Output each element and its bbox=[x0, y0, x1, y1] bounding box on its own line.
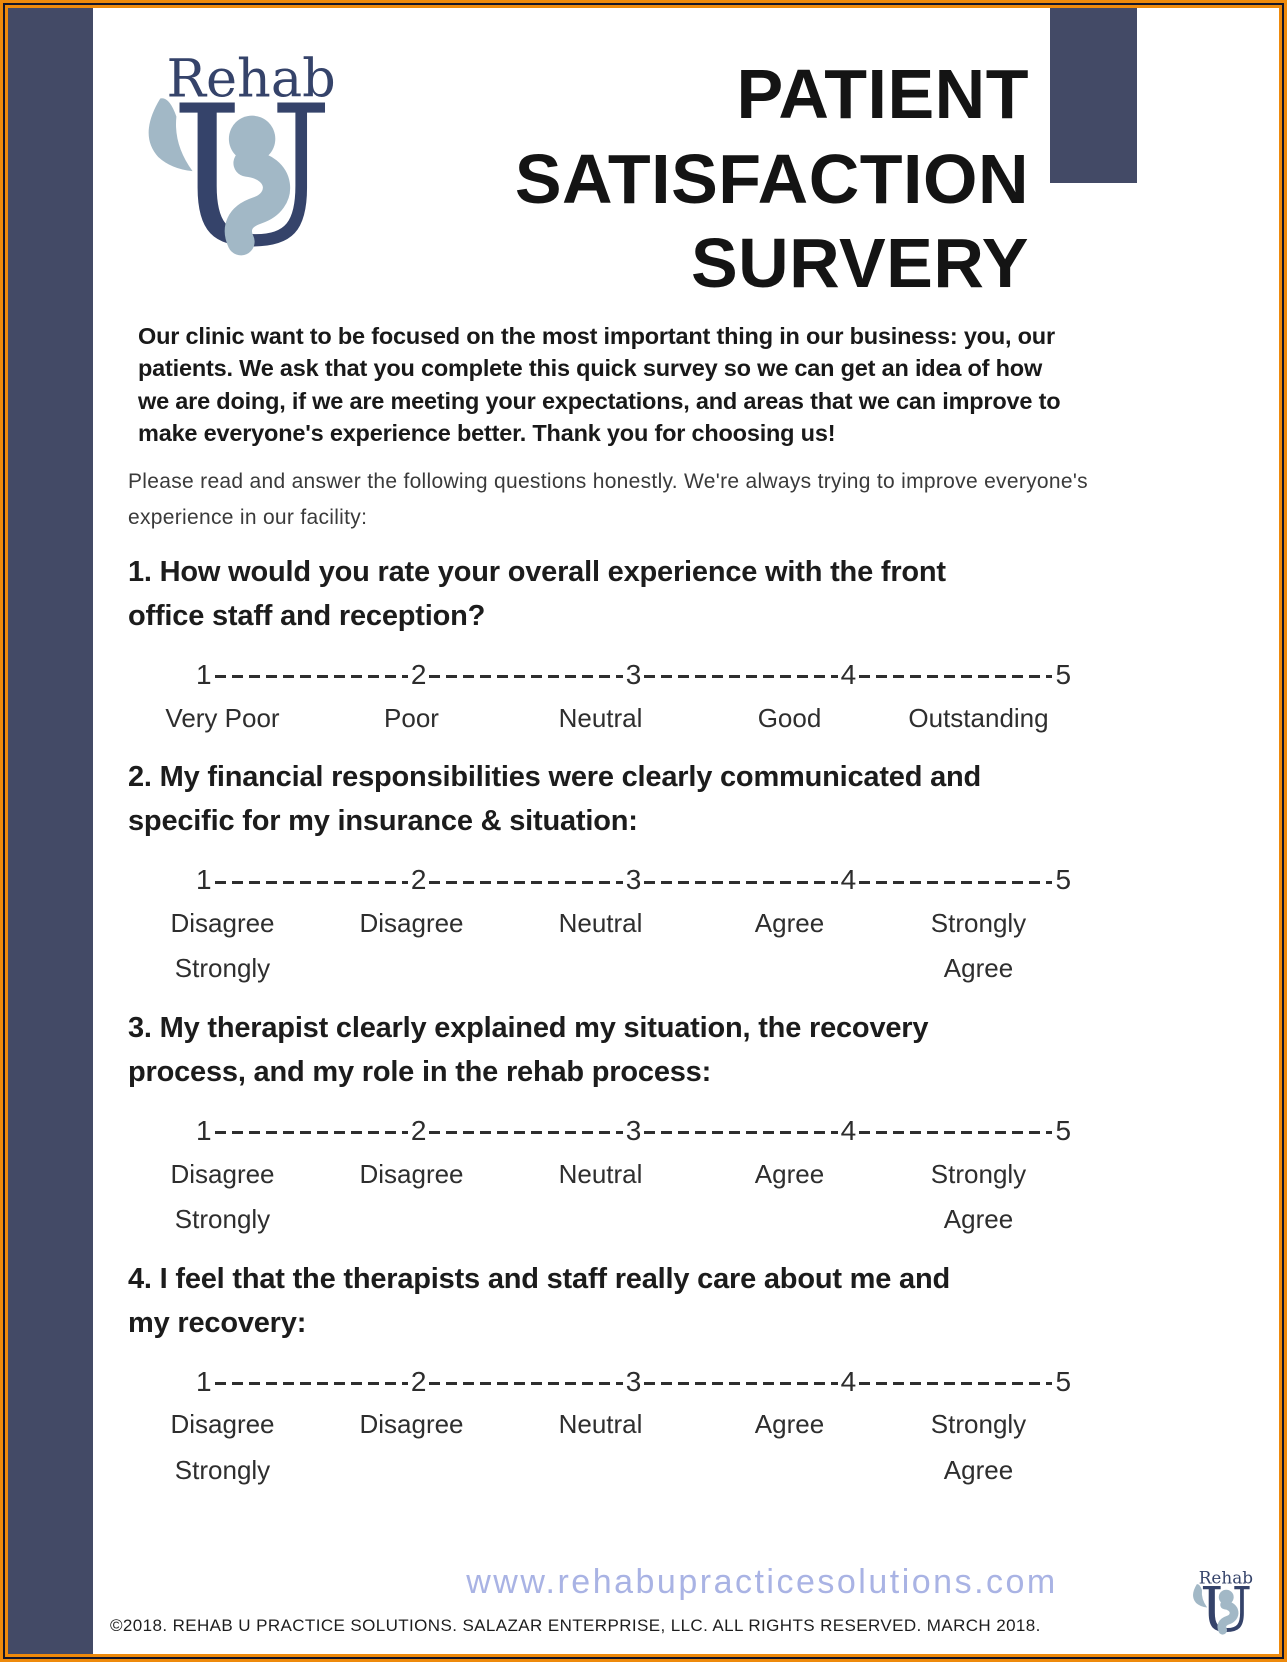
rating-label-line: Disagree bbox=[359, 1409, 464, 1440]
scale-number: 1 bbox=[196, 1115, 212, 1147]
scale-number: 2 bbox=[410, 659, 427, 691]
instructions-paragraph bbox=[128, 464, 1129, 536]
left-accent-bar bbox=[8, 8, 93, 1654]
question-block bbox=[128, 550, 1129, 741]
rating-label-line: Strongly bbox=[930, 1158, 1027, 1189]
rating-label-line: Strongly bbox=[174, 953, 271, 984]
rating-scale bbox=[196, 863, 1071, 897]
scale-dashes bbox=[859, 881, 1052, 884]
rating-label-line: Strongly bbox=[930, 1409, 1027, 1440]
scale-number: 2 bbox=[410, 1115, 427, 1147]
scale-dashes bbox=[429, 1382, 622, 1385]
question-block bbox=[128, 1006, 1129, 1243]
question-heading-line: 3. My therapist clearly explained my situation, the recovery bbox=[128, 1011, 929, 1044]
rating-label-line: Disagree bbox=[170, 907, 275, 938]
rating-label-line: Poor bbox=[384, 702, 439, 733]
rating-label bbox=[128, 901, 317, 992]
scale-number: 1 bbox=[196, 659, 212, 691]
scale-dashes bbox=[644, 1382, 837, 1385]
scale-dashes bbox=[429, 675, 622, 678]
scale-number: 2 bbox=[410, 1365, 427, 1397]
scale-number: 3 bbox=[625, 1365, 642, 1397]
rating-label bbox=[128, 1152, 317, 1243]
rehab-u-logo bbox=[136, 46, 348, 268]
rating-label-line: Agree bbox=[943, 1204, 1014, 1235]
page-title-line: SURVERY bbox=[690, 224, 1029, 303]
question-block bbox=[128, 755, 1129, 992]
page-title-line: PATIENT bbox=[736, 55, 1029, 133]
question-heading-line: 1. How would you rate your overall experience with the front bbox=[128, 555, 946, 588]
page-border-inner bbox=[5, 5, 1282, 1657]
rating-label bbox=[317, 696, 506, 742]
question-heading-line: office staff and reception? bbox=[128, 600, 486, 633]
rating-labels bbox=[128, 1402, 1073, 1493]
scale-dashes bbox=[859, 675, 1052, 678]
header bbox=[128, 46, 1129, 306]
intro-paragraph bbox=[138, 320, 1129, 450]
rating-label-line: Agree bbox=[943, 1454, 1014, 1485]
footer-rehab-u-logo bbox=[1189, 1560, 1257, 1646]
rating-label-line: Neutral bbox=[558, 1409, 643, 1440]
rating-label bbox=[695, 696, 884, 742]
rating-label-line: Outstanding bbox=[908, 702, 1049, 733]
rating-label bbox=[506, 696, 695, 742]
scale-number: 5 bbox=[1055, 1115, 1072, 1147]
intro-paragraph-line: Our clinic want to be focused on the most important thing in our business: you, our bbox=[138, 323, 1055, 350]
scale-dashes bbox=[644, 675, 837, 678]
question-heading-line: process, and my role in the rehab process: bbox=[128, 1056, 712, 1089]
rating-labels bbox=[128, 901, 1073, 992]
scale-dashes bbox=[644, 1131, 837, 1134]
survey-page bbox=[8, 8, 1279, 1654]
scale-dashes bbox=[215, 675, 408, 678]
rating-label bbox=[884, 901, 1073, 992]
scale-number: 5 bbox=[1055, 1365, 1072, 1397]
rating-label bbox=[317, 901, 506, 992]
question-heading bbox=[128, 1257, 1129, 1345]
rating-label-line: Disagree bbox=[359, 1158, 464, 1189]
rating-scale bbox=[196, 1114, 1071, 1148]
scale-dashes bbox=[859, 1382, 1052, 1385]
rating-label bbox=[128, 1402, 317, 1493]
scale-dashes bbox=[429, 1131, 622, 1134]
question-heading-line: 2. My financial responsibilities were clearly communicated and bbox=[128, 761, 982, 794]
scale-number: 3 bbox=[625, 864, 642, 896]
rating-label-line: Neutral bbox=[558, 702, 643, 733]
questions bbox=[128, 550, 1129, 1494]
rating-label bbox=[506, 1402, 695, 1493]
rating-scale bbox=[196, 658, 1071, 692]
scale-number: 5 bbox=[1055, 659, 1072, 691]
scale-number: 3 bbox=[625, 659, 642, 691]
scale-number: 4 bbox=[840, 1365, 857, 1397]
rating-label-line: Strongly bbox=[930, 907, 1027, 938]
rating-label bbox=[317, 1402, 506, 1493]
intro-paragraph-line: patients. We ask that you complete this quick survey so we can get an idea of how bbox=[138, 355, 1043, 382]
page-title bbox=[348, 52, 1129, 306]
scale-number: 1 bbox=[196, 1365, 212, 1397]
rating-label bbox=[506, 1152, 695, 1243]
rating-label-line: Agree bbox=[754, 907, 825, 938]
scale-number: 1 bbox=[196, 864, 212, 896]
rating-label bbox=[695, 1152, 884, 1243]
scale-dashes bbox=[215, 881, 408, 884]
scale-number: 3 bbox=[625, 1115, 642, 1147]
question-heading-line: 4. I feel that the therapists and staff really care about me and bbox=[128, 1262, 950, 1295]
scale-number: 5 bbox=[1055, 864, 1072, 896]
instructions-paragraph-line: experience in our facility: bbox=[128, 505, 368, 529]
rating-label bbox=[884, 696, 1073, 742]
rating-label-line: Good bbox=[757, 702, 822, 733]
question-heading-line: specific for my insurance & situation: bbox=[128, 805, 638, 838]
scale-number: 4 bbox=[840, 659, 857, 691]
rating-label bbox=[128, 696, 317, 742]
rating-label-line: Agree bbox=[754, 1409, 825, 1440]
rating-label bbox=[884, 1402, 1073, 1493]
rating-scale bbox=[196, 1365, 1071, 1399]
rating-label-line: Disagree bbox=[170, 1409, 275, 1440]
question-heading bbox=[128, 550, 1129, 638]
rating-label-line: Neutral bbox=[558, 907, 643, 938]
scale-number: 2 bbox=[410, 864, 427, 896]
rating-label-line: Very Poor bbox=[165, 702, 280, 733]
rating-label bbox=[695, 1402, 884, 1493]
rating-label-line: Strongly bbox=[174, 1204, 271, 1235]
rating-label-line: Neutral bbox=[558, 1158, 643, 1189]
rating-label bbox=[884, 1152, 1073, 1243]
question-heading-line: my recovery: bbox=[128, 1306, 307, 1339]
rating-label-line: Disagree bbox=[170, 1158, 275, 1189]
rating-label-line: Agree bbox=[754, 1158, 825, 1189]
page-border-line bbox=[3, 3, 1284, 1659]
scale-dashes bbox=[215, 1382, 408, 1385]
scale-dashes bbox=[429, 881, 622, 884]
scale-dashes bbox=[215, 1131, 408, 1134]
rating-label-line: Agree bbox=[943, 953, 1014, 984]
instructions-paragraph-line: Please read and answer the following questions honestly. We're always trying to improve everyone's bbox=[128, 469, 1088, 493]
rating-label-line: Disagree bbox=[359, 907, 464, 938]
rating-label bbox=[317, 1152, 506, 1243]
question-block bbox=[128, 1257, 1129, 1494]
rating-labels bbox=[128, 1152, 1073, 1243]
rating-label bbox=[506, 901, 695, 992]
footer-website-link[interactable]: www.rehabupracticesolutions.com bbox=[466, 1563, 1058, 1602]
copyright-text: ©2018. REHAB U PRACTICE SOLUTIONS. SALAZAR ENTERPRISE, LLC. ALL RIGHTS RESERVED. MARCH 2018. bbox=[110, 1616, 1041, 1636]
intro-paragraph-line: we are doing, if we are meeting your expectations, and areas that we can improve to bbox=[138, 387, 1061, 414]
question-heading bbox=[128, 1006, 1129, 1094]
top-right-accent bbox=[1050, 8, 1137, 183]
rating-label-line: Strongly bbox=[174, 1454, 271, 1485]
intro-paragraph-line: make everyone's experience better. Thank you for choosing us! bbox=[138, 420, 836, 447]
scale-number: 4 bbox=[840, 1115, 857, 1147]
rating-labels bbox=[128, 696, 1073, 742]
scale-dashes bbox=[644, 881, 837, 884]
scale-dashes bbox=[859, 1131, 1052, 1134]
page-title-line: SATISFACTION bbox=[514, 139, 1029, 218]
question-heading bbox=[128, 755, 1129, 843]
scale-number: 4 bbox=[840, 864, 857, 896]
rating-label bbox=[695, 901, 884, 992]
